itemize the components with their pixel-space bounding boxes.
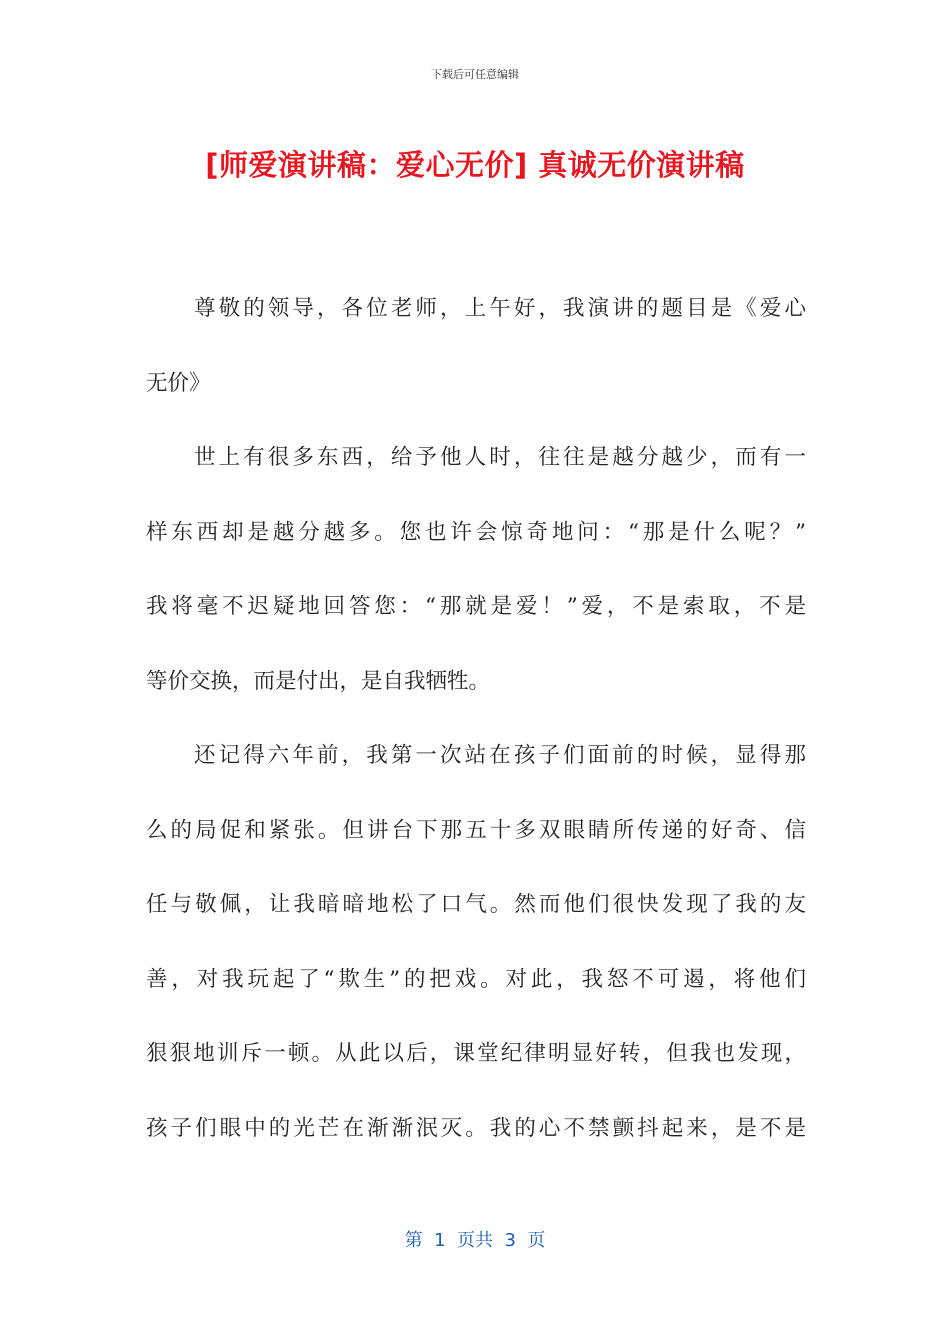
paragraph-line: 狠狠地训斥一顿。从此以后，课堂纪律明显好转，但我也发现， — [146, 1041, 806, 1066]
document-title: [师爱演讲稿：爱心无价] 真诚无价演讲稿 — [205, 148, 745, 182]
paragraph-line: 样东西却是越分越多。您也许会惊奇地问：“那是什么呢？” — [146, 519, 806, 545]
paragraph-line: 世上有很多东西，给予他人时，往往是越分越少，而有一 — [194, 445, 806, 470]
header-note: 下载后可任意编辑 — [431, 68, 519, 81]
paragraph-line: 任与敬佩，让我暗暗地松了口气。然而他们很快发现了我的友 — [146, 892, 806, 917]
paragraph-line: 还记得六年前，我第一次站在孩子们面前的时候，显得那 — [194, 743, 806, 768]
paragraph-line: 等价交换，而是付出，是自我牺牲。 — [146, 668, 491, 694]
paragraph-line: 孩子们眼中的光芒在渐渐泯灭。我的心不禁颤抖起来，是不是 — [146, 1115, 806, 1141]
paragraph-line: 尊敬的领导，各位老师，上午好，我演讲的题目是《爱心 — [194, 296, 806, 321]
paragraph-line: 么的局促和紧张。但讲台下那五十多双眼睛所传递的好奇、信 — [146, 817, 806, 843]
page-number-footer: 第 1 页共 3 页 — [404, 1230, 546, 1251]
paragraph-line: 无价》 — [146, 370, 211, 396]
paragraph-line: 善，对我玩起了“欺生”的把戏。对此，我怒不可遏，将他们 — [146, 966, 806, 992]
paragraph-line: 我将毫不迟疑地回答您：“那就是爱！”爱，不是索取，不是 — [146, 594, 806, 619]
document-body — [146, 272, 806, 1166]
